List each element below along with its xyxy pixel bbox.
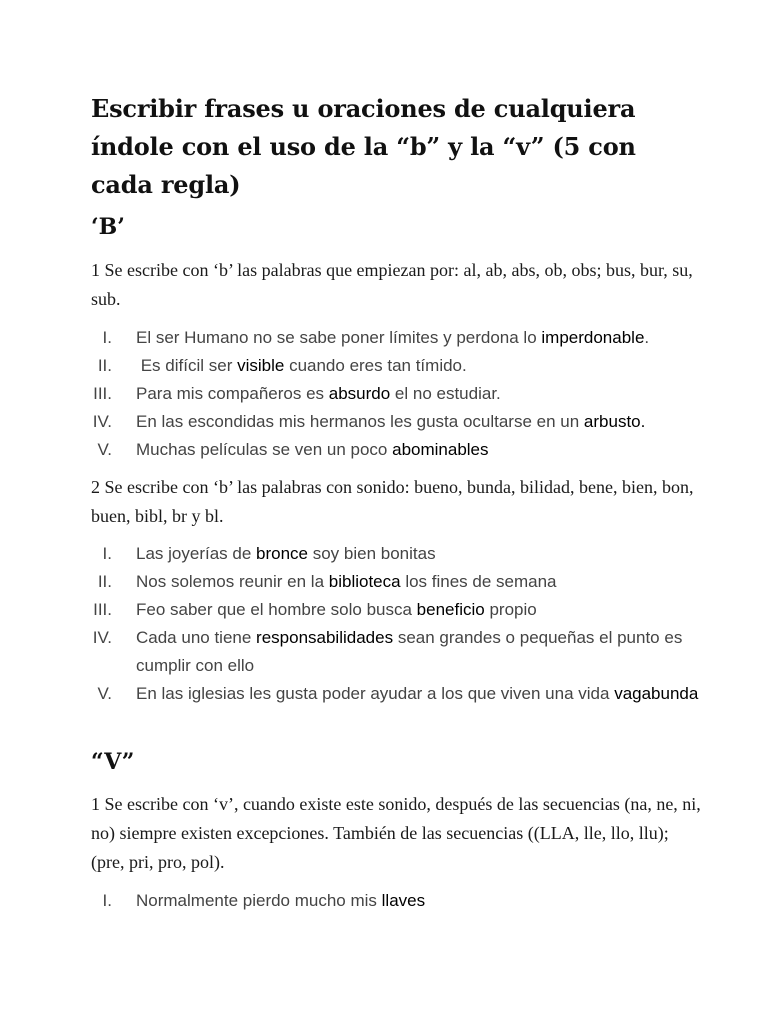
list-numeral: II. [97,572,112,591]
sentence-text: los fines de semana [400,572,557,591]
sentence-text: el no estudiar. [390,384,501,403]
list-item [60,408,710,436]
rule-b-1: 1 Se escribe con ‘b’ las palabras que empiezan por: al, ab, abs, ob, obs; bus, bur, su, sub. [91,260,693,309]
sentence-text: soy bien bonitas [308,544,436,563]
sentence-text: Normalmente pierdo mucho mis [136,891,382,910]
sentence-text: En las escondidas mis hermanos les gusta ocultarse en un [136,412,584,431]
sentence-text: . [644,328,650,347]
list-item [60,887,710,915]
list-item [60,352,710,380]
sentence-text: sean grandes o pequeñas el punto es cumplir con ello [136,628,683,675]
sentence-text: En las iglesias les gusta poder ayudar a los que viven una vida [136,684,615,703]
list-item [60,568,710,596]
example-word: responsabilidades [256,628,394,647]
list-numeral: IV. [92,628,112,647]
list-item [60,680,710,708]
sentence-text: El ser Humano no se sabe poner límites y perdona lo [136,328,542,347]
list-item [60,436,710,464]
list-item [60,624,710,680]
example-word: biblioteca [328,572,401,591]
list-item [60,324,710,352]
list-numeral: I. [102,544,112,563]
section-heading-v: “V” [91,749,135,775]
list-numeral: III. [93,600,112,619]
sentence-text: Es difícil ser [136,356,238,375]
example-word: arbusto. [583,412,646,431]
list-numeral: I. [102,891,112,910]
list-numeral: I. [102,328,112,347]
example-word: vagabunda [614,684,699,703]
examples-list-b-1 [60,324,710,464]
list-numeral: V. [97,440,112,459]
example-word: visible [237,356,285,375]
sentence-text: Las joyerías de [136,544,257,563]
list-item [60,380,710,408]
example-word: llaves [381,891,426,910]
sentence-text: Para mis compañeros es [136,384,329,403]
example-word: abominables [392,440,489,459]
example-word: imperdonable [541,328,645,347]
sentence-text: Cada uno tiene [136,628,257,647]
list-item [60,540,710,568]
list-numeral: IV. [92,412,112,431]
rule-v-1: 1 Se escribe con ‘v’, cuando existe este sonido, después de las secuencias (na, ne, ni, no) siempre existen excepciones. También de las secuencias ((LLA, lle, llo, llu); (pre, pri, pro, pol). [91,794,701,872]
list-numeral: III. [93,384,112,403]
sentence-text: Muchas películas se ven un poco [136,440,393,459]
rule-b-2: 2 Se escribe con ‘b’ las palabras con sonido: bueno, bunda, bilidad, bene, bien, bon, buen, bibl, br y bl. [91,477,694,526]
example-word: bronce [256,544,308,563]
document-title: Escribir frases u oraciones de cualquiera índole con el uso de la “b” y la “v” (5 con cada regla) [91,94,636,199]
examples-list-v-1 [60,887,710,915]
list-numeral: II. [97,356,112,375]
sentence-text: Feo saber que el hombre solo busca [136,600,417,619]
section-heading-b: ‘B’ [91,214,125,240]
example-word: beneficio [416,600,485,619]
list-item [60,596,710,624]
list-numeral: V. [97,684,112,703]
sentence-text: cuando eres tan tímido. [284,356,467,375]
sentence-text: propio [484,600,537,619]
example-word: absurdo [328,384,391,403]
sentence-text: Nos solemos reunir en la [136,572,329,591]
examples-list-b-2 [60,540,710,708]
